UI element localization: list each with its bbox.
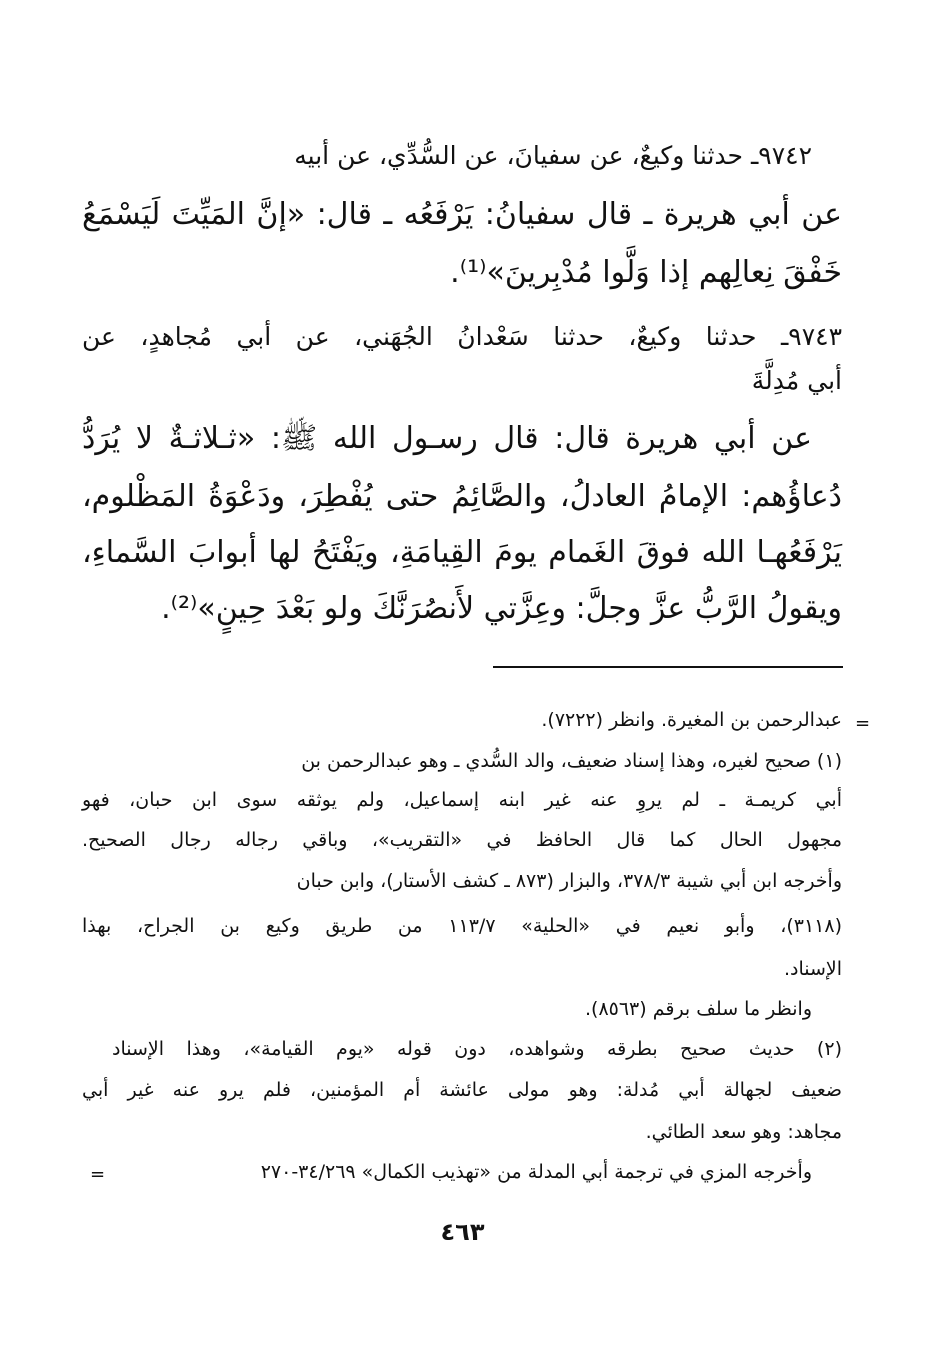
footnote-2-line: (٢) حديث صحيح بطرقه وشواهده، دون قوله «يوم القيامة»، وهذا الإسناد xyxy=(112,1038,842,1060)
footnote-2-line: وأخرجه المزي في ترجمة أبي المدلة من «تهذيب الكمال» ٣٤/٢٦٩-٢٧٠ xyxy=(260,1161,812,1183)
footnote-1-line: (٣١١٨)، وأبو نعيم في «الحلية» ١١٣/٧ من طريق وكيع بن الجراح، بهذا xyxy=(82,915,843,937)
footnote-1-line: مجهول الحال كما قال الحافظ في «التقريب»، وباقي رجاله رجال الصحيح. xyxy=(82,829,842,851)
hadith-9743-matn-line: عن أبي هريرة قال: قال رسـول الله ﷺ: «ثـلاثـةٌ لا يُرَدُّ xyxy=(82,421,812,456)
hadith-9743-matn-line: ويقولُ الرَّبُّ عزَّ وجلَّ: وعِزَّتي لأَنصُرَنَّكَ ولو بَعْدَ حِينٍ»⁽²⁾. xyxy=(161,591,842,626)
footnote-1-line: (١) صحيح لغيره، وهذا إسناد ضعيف، والد السُّدي ـ وهو عبدالرحمن بن xyxy=(301,750,842,772)
page-number: ٤٦٣ xyxy=(440,1218,485,1246)
footnote-continuation: عبدالرحمن بن المغيرة. وانظر (٧٢٢٢). xyxy=(541,709,842,731)
hadith-9742-header: ٩٧٤٢ـ حدثنا وكيعٌ، عن سفيانَ، عن السُّدِّي، عن أبيه xyxy=(294,141,812,170)
hadith-9742-matn-line: خَفْقَ نِعالِهم إذا وَلَّوا مُدْبِرينَ»⁽¹⁾. xyxy=(450,255,842,290)
hadith-9743-matn-line: يَرْفَعُهـا الله فوقَ الغَمام يومَ القِيامَةِ، ويَفْتَحُ لها أبوابَ السَّماءِ، xyxy=(82,535,842,570)
footnote-1-line: أبي كريمـة ـ لم يروِ عنه غير ابنه إسماعيل، ولم يوثقه سوى ابن حبان، فهو xyxy=(82,789,842,811)
footnote-separator xyxy=(493,666,843,668)
continuation-mark: = xyxy=(855,713,871,734)
hadith-9743-matn-line: دُعاؤُهم: الإمامُ العادلُ، والصَّائِمُ حتى يُفْطِرَ، ودَعْوَةُ المَظْلوم، xyxy=(82,479,842,514)
footnote-1-line: وانظر ما سلف برقم (٨٥٦٣). xyxy=(584,998,812,1020)
hadith-9743-header: ٩٧٤٣ـ حدثنا وكيعٌ، حدثنا سَعْدانُ الجُهَني، عن أبي مُجاهدٍ، عن xyxy=(82,322,842,351)
footnote-2-line: ضعيف لجهالة أبي مُدلة: وهو مولى عائشة أم المؤمنين، فلم يرو عنه غير أبي xyxy=(82,1079,842,1101)
footnote-2-line: مجاهد: وهو سعد الطائي. xyxy=(645,1121,842,1143)
hadith-9743-header: أبي مُدِلَّةَ xyxy=(751,366,842,395)
footnote-1-line: وأخرجه ابن أبي شيبة ٣٧٨/٣، والبزار (٨٧٣ ـ كشف الأستار)، وابن حبان xyxy=(296,870,842,892)
continuation-mark: = xyxy=(90,1164,106,1185)
hadith-9742-matn-line: عن أبي هريرة ـ قال سفيانُ: يَرْفَعُه ـ قال: «إنَّ المَيِّتَ لَيَسْمَعُ xyxy=(82,197,842,232)
footnote-1-line: الإسناد. xyxy=(783,958,842,980)
